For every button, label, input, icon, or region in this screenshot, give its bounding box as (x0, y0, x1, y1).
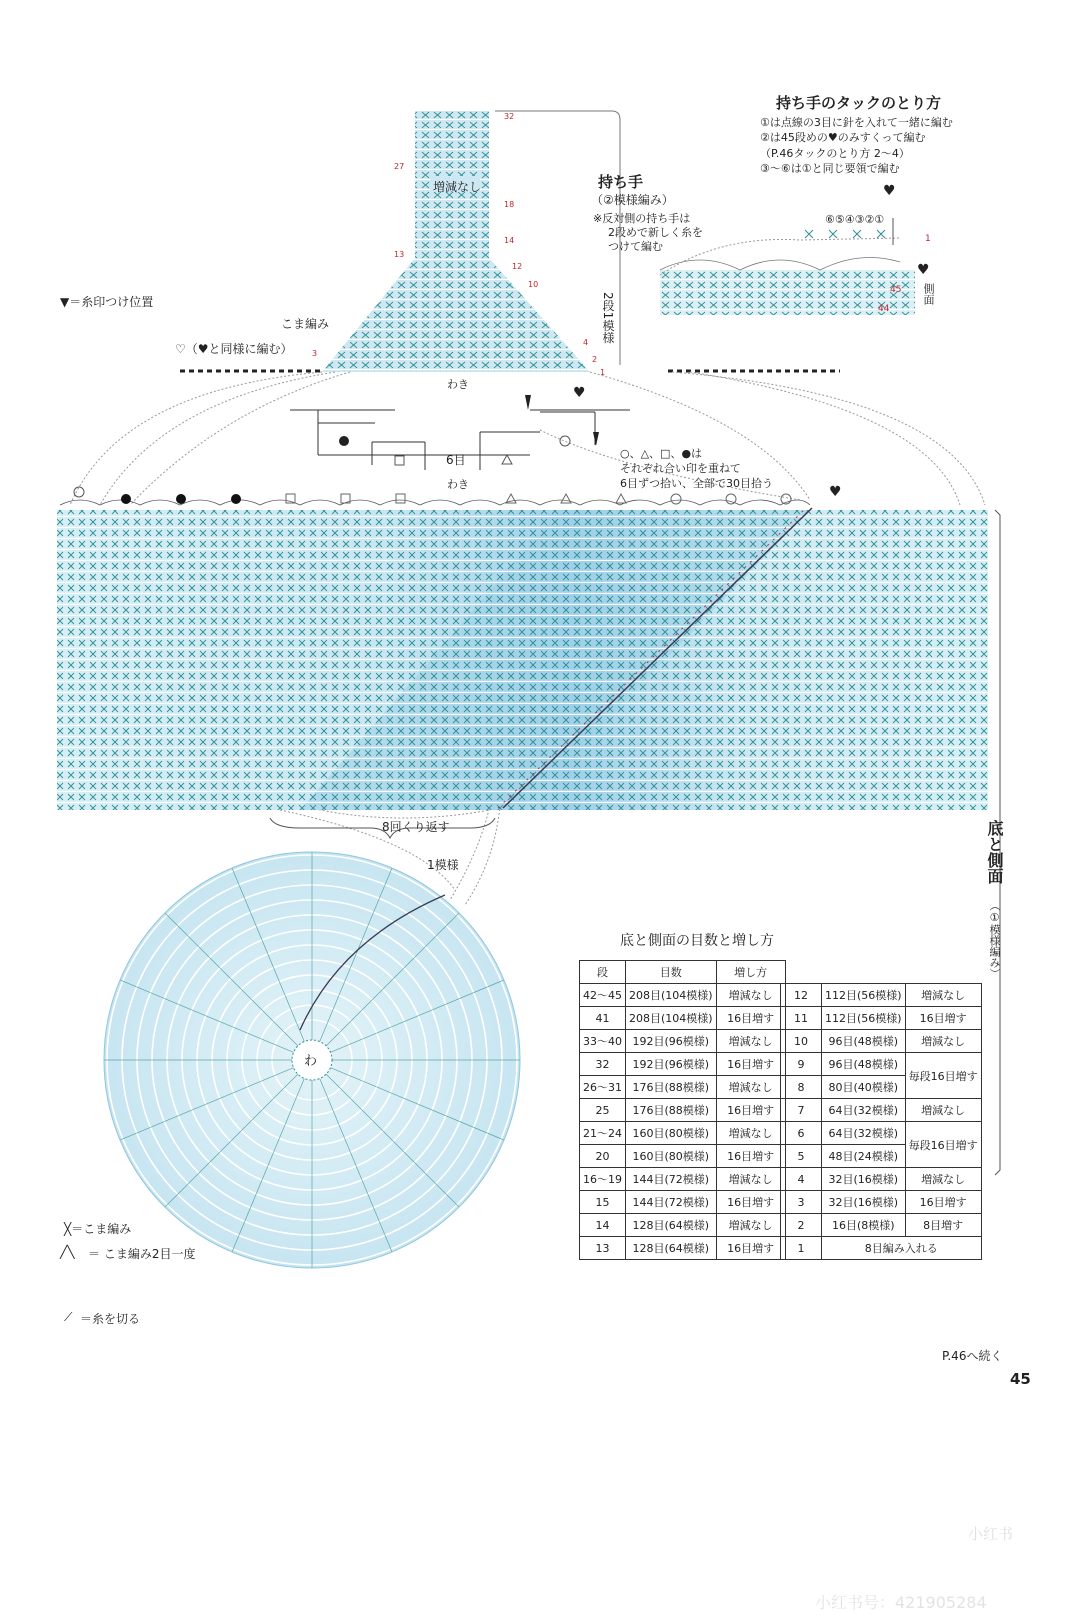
cell: 48目(24模様) (822, 1145, 906, 1168)
handle-base-stitches (322, 258, 590, 372)
cell: 増減なし (716, 1122, 785, 1145)
marker-square (395, 456, 404, 465)
cell: 32 (580, 1053, 626, 1076)
table-row (580, 1191, 786, 1214)
cell: 41 (580, 1007, 626, 1030)
cell: 176目(88模様) (626, 1099, 717, 1122)
six-stitches-label: 6目 (446, 453, 466, 467)
row-label-27: 27 (394, 162, 405, 171)
table-row (580, 1007, 786, 1030)
pick-note-1: ○、△、□、●は (620, 447, 703, 460)
handle-note-2: 2段めで新しく糸を (608, 226, 703, 239)
cell: 増減なし (905, 984, 981, 1007)
stitch-table-right (780, 983, 982, 1260)
cell: 33～40 (580, 1030, 626, 1053)
legend-dec: ＝ こま編み2目一度 (88, 1247, 196, 1261)
cell: 3 (781, 1191, 822, 1214)
row-label-32: 32 (504, 112, 515, 121)
tuck-line-2: ②は45段めの♥のみすくって編む (760, 131, 926, 144)
tuck-row-44: 44 (878, 304, 890, 314)
handle-note-3: つけて編む (608, 240, 663, 253)
page-number: 45 (1010, 1370, 1031, 1388)
cell: 208目(104模様) (626, 1007, 717, 1030)
tuck-side-label: 側面 (922, 283, 935, 305)
marker-circle (560, 436, 570, 446)
cell: 176目(88模様) (626, 1076, 717, 1099)
row-label-4: 4 (583, 338, 589, 347)
one-pattern-label: 1模様 (427, 858, 459, 872)
legend-sc: ╳＝こま編み (64, 1222, 132, 1236)
cell: 増減なし (716, 1168, 785, 1191)
side-pattern-label: （①模様編み） (988, 900, 1001, 979)
cell: 160目(80模様) (626, 1122, 717, 1145)
stitch-table-left (579, 960, 786, 1260)
tuck-line-1: ①は点線の3目に針を入れて一緒に編む (760, 116, 953, 129)
row-label-3: 3 (312, 349, 318, 358)
cell: 96目(48模様) (822, 1053, 906, 1076)
cell: 64目(32模様) (822, 1099, 906, 1122)
table-row (781, 1030, 982, 1053)
row-label-14: 14 (504, 236, 515, 245)
row-label-12: 12 (512, 262, 523, 271)
cell: 16目増す (905, 1191, 981, 1214)
heart-icon-body: ♥ (829, 484, 842, 500)
tuck-line-3: （P.46タックのとり方 2～4） (760, 147, 910, 160)
tuck-title: 持ち手のタックのとり方 (776, 94, 942, 112)
table-row (781, 1122, 982, 1145)
table-row (580, 1053, 786, 1076)
cell: 増減なし (716, 984, 785, 1007)
cell: 増減なし (905, 1030, 981, 1053)
cell: 増減なし (905, 1168, 981, 1191)
pick-note-2: それぞれ合い印を重ねて (620, 462, 741, 475)
cell: 128目(64模様) (626, 1214, 717, 1237)
table-title: 底と側面の目数と増し方 (620, 933, 774, 949)
table-header-row (580, 961, 786, 984)
table-row (781, 1168, 982, 1191)
cell: 112目(56模様) (822, 984, 906, 1007)
table-row (781, 1237, 982, 1260)
tuck-row-45: 45 (890, 285, 902, 295)
cell: 1 (781, 1237, 822, 1260)
cell: 11 (781, 1007, 822, 1030)
ring-label: わ (304, 1054, 318, 1069)
table-row (781, 1007, 982, 1030)
handle-title: 持ち手 (598, 173, 644, 191)
cell: 192目(96模様) (626, 1030, 717, 1053)
watermark-id: 小红书号：421905284 (815, 1593, 987, 1612)
table-row (580, 1168, 786, 1191)
cell: 192目(96模様) (626, 1053, 717, 1076)
cell: 13 (580, 1237, 626, 1260)
cell: 増減なし (716, 1214, 785, 1237)
tuck-guide (660, 238, 900, 275)
row-label-2: 2 (592, 355, 598, 364)
table-row (580, 1214, 786, 1237)
heart-icon-join: ♥ (573, 385, 586, 401)
cell: 14 (580, 1214, 626, 1237)
cell: 毎段16目増す (905, 1053, 981, 1099)
cell: 16目増す (716, 1099, 785, 1122)
handle-pattern: （②模様編み） (591, 193, 674, 207)
cell: 8目増す (905, 1214, 981, 1237)
watermark-logo: 小红书 (968, 1525, 1014, 1543)
cell: 16目増す (716, 1237, 785, 1260)
cell: 16目増す (905, 1007, 981, 1030)
cell: 80目(40模様) (822, 1076, 906, 1099)
table-row (781, 1053, 982, 1076)
continue-note: P.46へ続く (942, 1349, 1003, 1363)
table-row (580, 1099, 786, 1122)
cell: 15 (580, 1191, 626, 1214)
header-row: 段 (580, 961, 626, 984)
cell: 96目(48模様) (822, 1030, 906, 1053)
table-row (781, 1214, 982, 1237)
cell: 42～45 (580, 984, 626, 1007)
cell: 26～31 (580, 1076, 626, 1099)
header-count: 目数 (626, 961, 717, 984)
table-row (781, 984, 982, 1007)
handle-note-1: ※反対側の持ち手は (593, 212, 691, 225)
tuck-band-edge (660, 258, 900, 271)
cell: 16目増す (716, 1145, 785, 1168)
cell: 128目(64模様) (626, 1237, 717, 1260)
cell: 6 (781, 1122, 822, 1145)
table-row (781, 1191, 982, 1214)
tuck-top-stitches (805, 230, 885, 238)
cell: 208目(104模様) (626, 984, 717, 1007)
cell: 12 (781, 984, 822, 1007)
cell: 10 (781, 1030, 822, 1053)
cell: 16～19 (580, 1168, 626, 1191)
table-row (781, 1099, 982, 1122)
cell: 112目(56模様) (822, 1007, 906, 1030)
marker-yarn-mark-2 (593, 432, 599, 446)
cell: 16目増す (716, 1007, 785, 1030)
handle-repeat-note: 2段1模様 (601, 292, 615, 344)
cell: 16目増す (716, 1191, 785, 1214)
cell: 2 (781, 1214, 822, 1237)
table-row (580, 1076, 786, 1099)
handle-chart (322, 111, 620, 372)
row-label-13: 13 (394, 250, 405, 259)
waki-bottom-label: わき (447, 478, 469, 491)
handle-sc-label: こま編み (281, 317, 330, 331)
cell: 7 (781, 1099, 822, 1122)
cell: 9 (781, 1053, 822, 1076)
pick-note-3: 6目ずつ拾い、全部で30目拾う (620, 477, 773, 490)
cell: 160目(80模様) (626, 1145, 717, 1168)
heart-icon: ♥ (883, 183, 896, 199)
cell: 25 (580, 1099, 626, 1122)
table-row (580, 1145, 786, 1168)
cell: 増減なし (905, 1099, 981, 1122)
side-label: 底と側面 (985, 820, 1004, 884)
cell: 8目編み入れる (822, 1237, 982, 1260)
legend-dec-icon: ╱╲ (60, 1245, 75, 1259)
repeat-label: 8回くり返す (382, 820, 450, 834)
marker-yarn-mark (525, 395, 531, 410)
cell: 毎段16目増す (905, 1122, 981, 1168)
cell: 32目(16模様) (822, 1168, 906, 1191)
cell: 64目(32模様) (822, 1122, 906, 1145)
cell: 21～24 (580, 1122, 626, 1145)
tuck-band-stitches (660, 270, 915, 315)
tuck-line-4: ③～⑥は①と同じ要領で編む (760, 162, 900, 175)
tuck-row-1: 1 (925, 234, 931, 244)
body-top-edge (60, 500, 810, 505)
cell: 5 (781, 1145, 822, 1168)
cell: 8 (781, 1076, 822, 1099)
tuck-numbers: ⑥⑤④③②① (825, 213, 885, 226)
cell: 16目増す (716, 1053, 785, 1076)
cut-yarn-icon: ⟋ (64, 1310, 73, 1324)
handle-heart-note: ♡（♥と同様に編む） (175, 342, 293, 356)
table-row (580, 1122, 786, 1145)
marker-filled-circle (339, 436, 349, 446)
cell: 16目(8模様) (822, 1214, 906, 1237)
heart-icon-tuck: ♥ (917, 262, 930, 278)
row-label-10: 10 (528, 280, 539, 289)
cell: 144目(72模様) (626, 1168, 717, 1191)
cell: 144目(72模様) (626, 1191, 717, 1214)
cell: 20 (580, 1145, 626, 1168)
cell: 増減なし (716, 1030, 785, 1053)
row-label-18: 18 (504, 200, 515, 209)
table-row (580, 984, 786, 1007)
legend-cut: ＝糸を切る (80, 1312, 141, 1326)
side-body-stitches (57, 510, 988, 810)
waki-top-label: わき (447, 378, 469, 391)
cell: 4 (781, 1168, 822, 1191)
row-label-1: 1 (600, 368, 606, 377)
handle-no-change-label: 増減なし (433, 180, 482, 194)
cell: 増減なし (716, 1076, 785, 1099)
header-increase: 増し方 (716, 961, 785, 984)
legend-mark-position: ▼＝糸印つけ位置 (60, 295, 154, 309)
table-row (580, 1237, 786, 1260)
marker-triangle (502, 455, 512, 464)
table-row (580, 1030, 786, 1053)
cell: 32目(16模様) (822, 1191, 906, 1214)
